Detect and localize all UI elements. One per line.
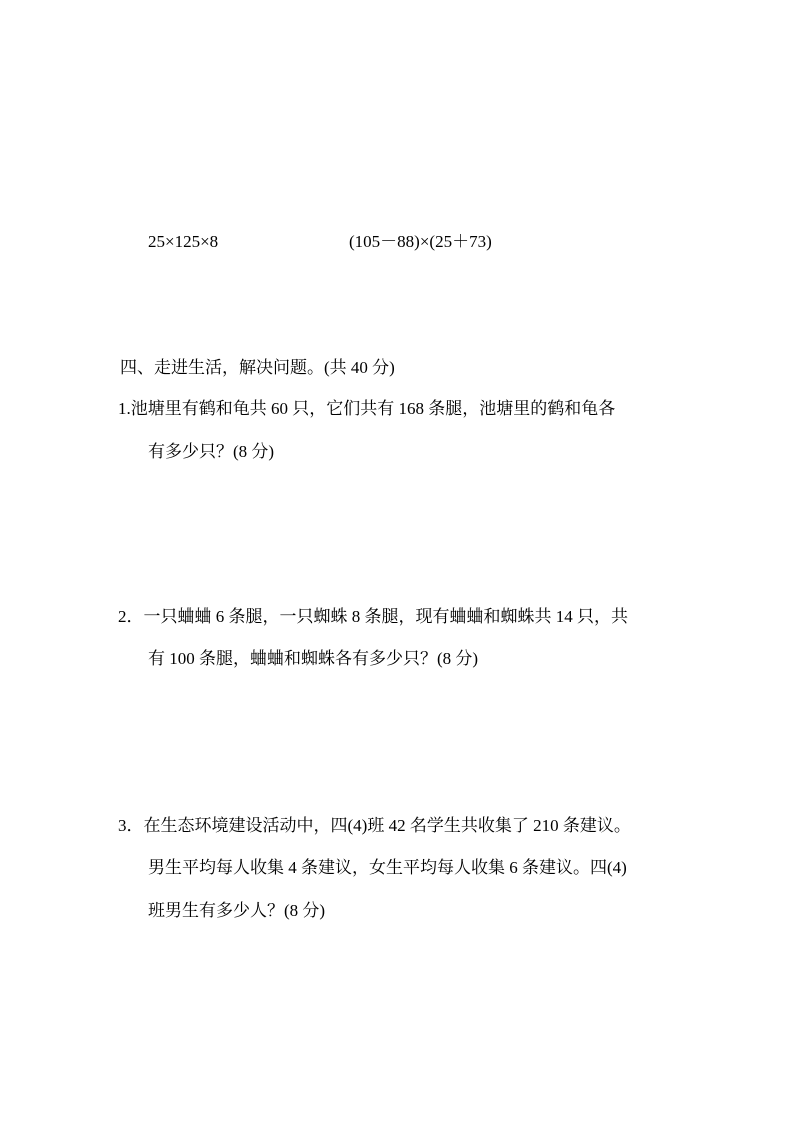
problem-text-line: 有多少只？(8 分): [148, 442, 275, 461]
problem-text-line: 1.池塘里有鹤和龟共 60 只，它们共有 168 条腿，池塘里的鹤和龟各: [118, 399, 616, 418]
section-title: 四、走进生活，解决问题。(共 40 分): [120, 358, 395, 377]
problem-text-line: 有 100 条腿，蛐蛐和蜘蛛各有多少只？(8 分): [148, 649, 479, 668]
problem-text-line: 班男生有多少人？(8 分): [148, 901, 326, 920]
problem-text-line: 男生平均每人收集 4 条建议，女生平均每人收集 6 条建议。四(4): [148, 858, 627, 877]
problem-text-line: 3．在生态环境建设活动中，四(4)班 42 名学生共收集了 210 条建议。: [118, 816, 631, 835]
calculation-expression-2: (105－88)×(25＋73): [349, 232, 492, 251]
problem-text-line: 2．一只蛐蛐 6 条腿，一只蜘蛛 8 条腿，现有蛐蛐和蜘蛛共 14 只，共: [118, 607, 628, 626]
calculation-expression-1: 25×125×8: [148, 232, 219, 251]
